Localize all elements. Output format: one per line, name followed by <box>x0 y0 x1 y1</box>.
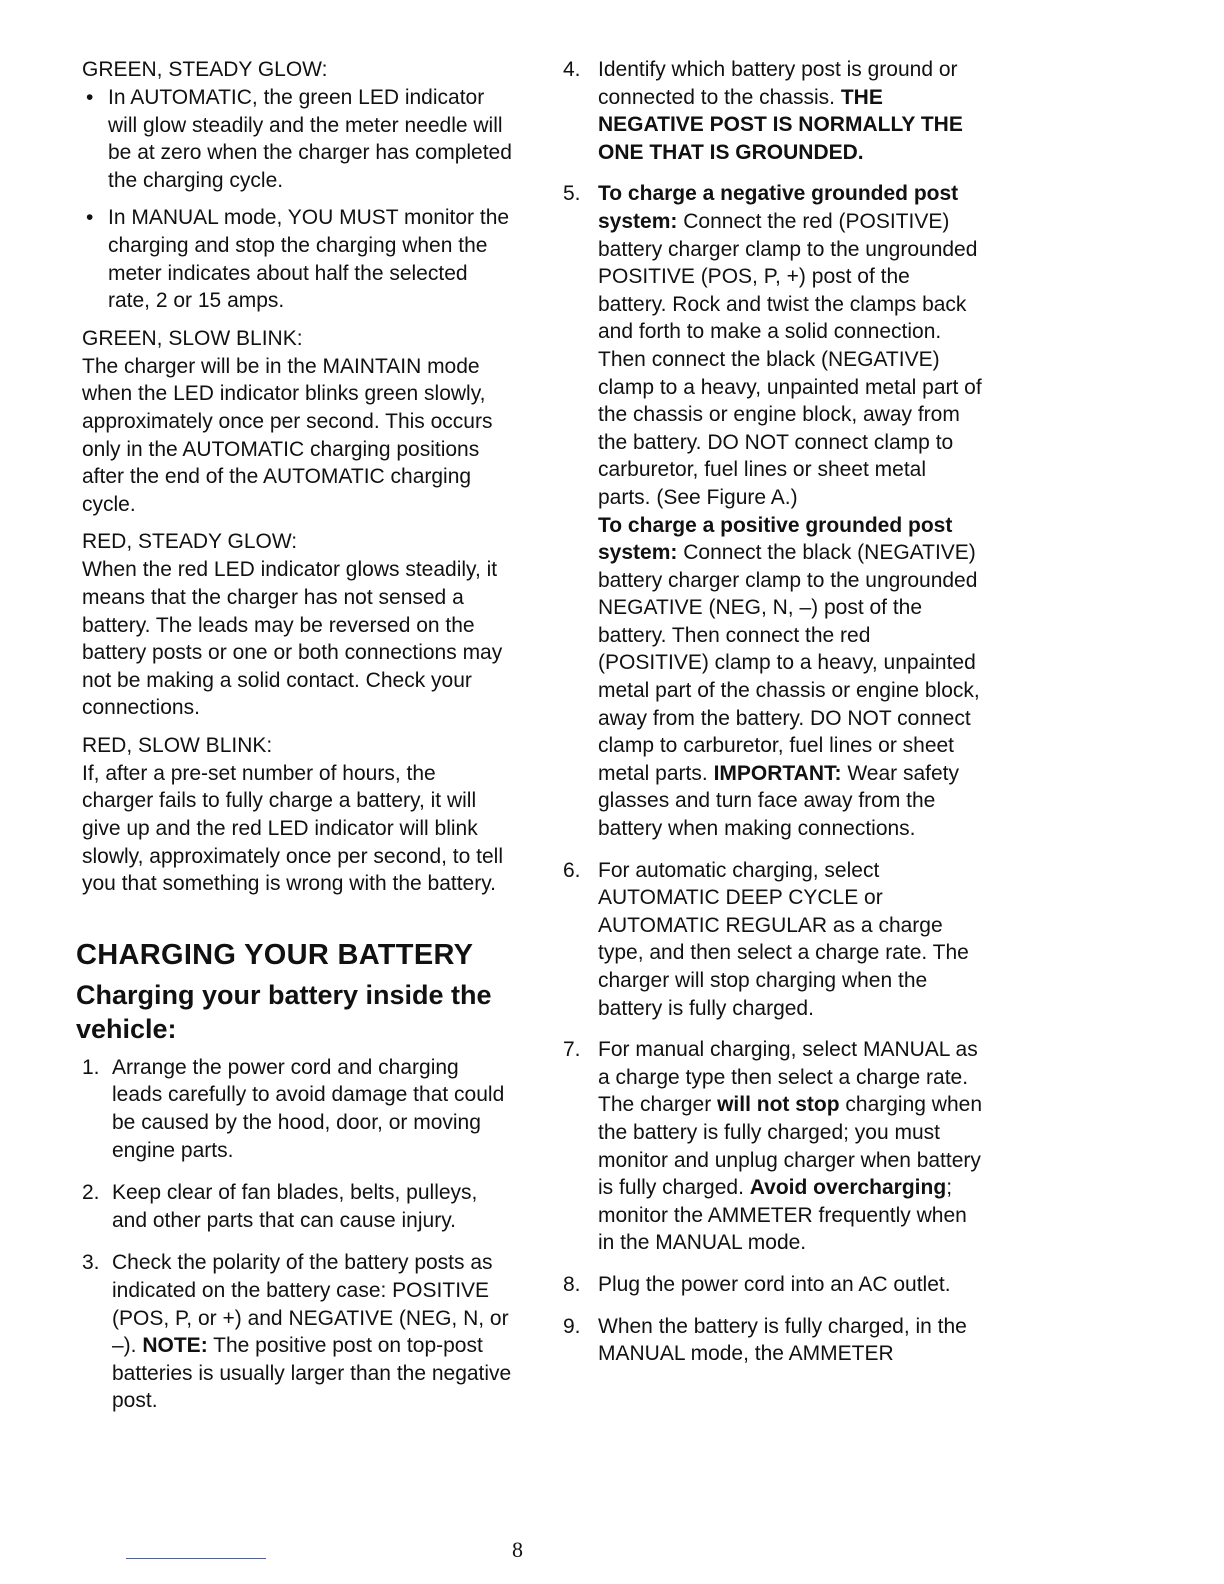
list-item <box>563 56 983 166</box>
footer-divider <box>126 1558 266 1559</box>
list-item: • In MANUAL mode, YOU MUST monitor the charging and stop the charging when the meter indicates about half the selected rate, 2 or 15 amps. <box>82 204 512 314</box>
list-item <box>82 1179 512 1234</box>
list-item <box>563 1313 983 1368</box>
step-bold-text: To charge a negative grounded post system: <box>598 182 959 233</box>
step-text: Keep clear of fan blades, belts, pulleys, and other parts that can cause injury. <box>112 1181 478 1232</box>
red-steady-label: RED, STEADY GLOW: <box>82 530 298 554</box>
list-item <box>82 1054 512 1164</box>
step-number: 2. <box>82 1181 100 1205</box>
steps-list-right <box>563 56 983 1368</box>
important-label: IMPORTANT: <box>713 761 842 785</box>
step-text: Connect the red (POSITIVE) battery charger clamp to the ungrounded POSITIVE (POS, P, +) post of the battery. Rock and twist the clamps back and forth to make a solid connection. Then connect the black (NEGATIVE) clamp to a heavy, unpainted metal part of the chassis or engine block, away from the battery. DO NOT connect clamp to carburetor, fuel lines or sheet metal parts. (See Figure A.) <box>598 209 982 509</box>
step-number: 9. <box>563 1314 581 1338</box>
green-blink-label: GREEN, SLOW BLINK: <box>82 326 303 350</box>
step-number: 6. <box>563 858 581 882</box>
list-item: • In AUTOMATIC, the green LED indicator will glow steadily and the meter needle will be at zero when the charger has completed the charging cycle. <box>82 84 512 194</box>
list-item <box>563 1271 983 1299</box>
step-text: charging when the battery is fully charged; you must monitor and unplug charger when battery is fully charged. <box>598 1093 982 1200</box>
step-bold-text: Avoid overcharging <box>749 1176 947 1200</box>
step-bold-text: THE NEGATIVE POST IS NORMALLY THE ONE THAT IS GROUNDED. <box>598 85 963 164</box>
step-number: 4. <box>563 58 581 81</box>
list-item <box>563 857 983 1023</box>
red-blink-label: RED, SLOW BLINK: <box>82 733 273 757</box>
red-blink-text: If, after a pre-set number of hours, the charger fails to fully charge a battery, it will give up and the red LED indicator will blink slowly, approximately once per second, to tell you that something is wrong with the battery. <box>82 761 503 896</box>
step-text: For automatic charging, select AUTOMATIC DEEP CYCLE or AUTOMATIC REGULAR as a charge type, and then select a charge rate. The charger will stop charging when the battery is fully charged. <box>598 858 969 1020</box>
right-column <box>563 56 983 1382</box>
step-text: For manual charging, select MANUAL as a charge type then select a charge rate. The charger <box>598 1038 978 1117</box>
green-steady-list <box>82 84 512 315</box>
green-steady-label: GREEN, STEADY GLOW: <box>82 58 328 81</box>
step-text: Plug the power cord into an AC outlet. <box>598 1272 951 1296</box>
step-bold-text: To charge a positive grounded post system: <box>598 513 953 565</box>
step-text: ; monitor the AMMETER frequently when in the MANUAL mode. <box>598 1176 967 1255</box>
list-item <box>563 180 983 842</box>
step-bold-text: will not stop <box>717 1093 840 1117</box>
left-column <box>76 56 512 1430</box>
step-number: 3. <box>82 1251 100 1275</box>
list-item <box>563 1036 983 1257</box>
step-text: Check the polarity of the battery posts as indicated on the battery case: POSITIVE (POS, P, or +) and NEGATIVE (NEG, N, or –). <box>112 1251 509 1358</box>
steps-list-left <box>82 1054 512 1415</box>
step-text: When the battery is fully charged, in the MANUAL mode, the AMMETER <box>598 1314 967 1366</box>
step-text: Identify which battery post is ground or connected to the chassis. <box>598 58 958 109</box>
step-number: 1. <box>82 1055 100 1079</box>
green-blink-text: The charger will be in the MAINTAIN mode when the LED indicator blinks green slowly, approximately once per second. This occurs only in the AUTOMATIC charging positions after the end of the AUTOMATIC charging cycle. <box>82 354 493 516</box>
page-number: 8 <box>512 1537 523 1562</box>
step-number: 7. <box>563 1038 581 1062</box>
red-steady-text: When the red LED indicator glows steadily, it means that the charger has not sensed a battery. The leads may be reversed on the battery posts or one or both connections may not be making a solid contact. Check your connections. <box>82 558 503 720</box>
section-subheading: Charging your battery inside the vehicle: <box>76 979 492 1044</box>
step-number: 8. <box>563 1272 581 1296</box>
step-text-note: The positive post on top-post batteries is usually larger than the negative post. <box>112 1334 512 1413</box>
step-number: 5. <box>563 182 581 206</box>
step-text: Connect the black (NEGATIVE) battery charger clamp to the ungrounded NEGATIVE (NEG, N, –) post of the battery. Then connect the red (POSITIVE) clamp to a heavy, unpainted metal part of the chassis or engine block, away from the battery. DO NOT connect clamp to carburetor, fuel lines or sheet metal parts. <box>598 541 980 785</box>
step-text: Wear safety glasses and turn face away from the battery when making connections. <box>598 761 959 841</box>
section-heading: CHARGING YOUR BATTERY <box>76 938 474 971</box>
note-label: NOTE: <box>142 1334 208 1358</box>
step-text: Arrange the power cord and charging leads carefully to avoid damage that could be caused by the hood, door, or moving engine parts. <box>112 1055 505 1162</box>
list-item <box>82 1249 512 1415</box>
